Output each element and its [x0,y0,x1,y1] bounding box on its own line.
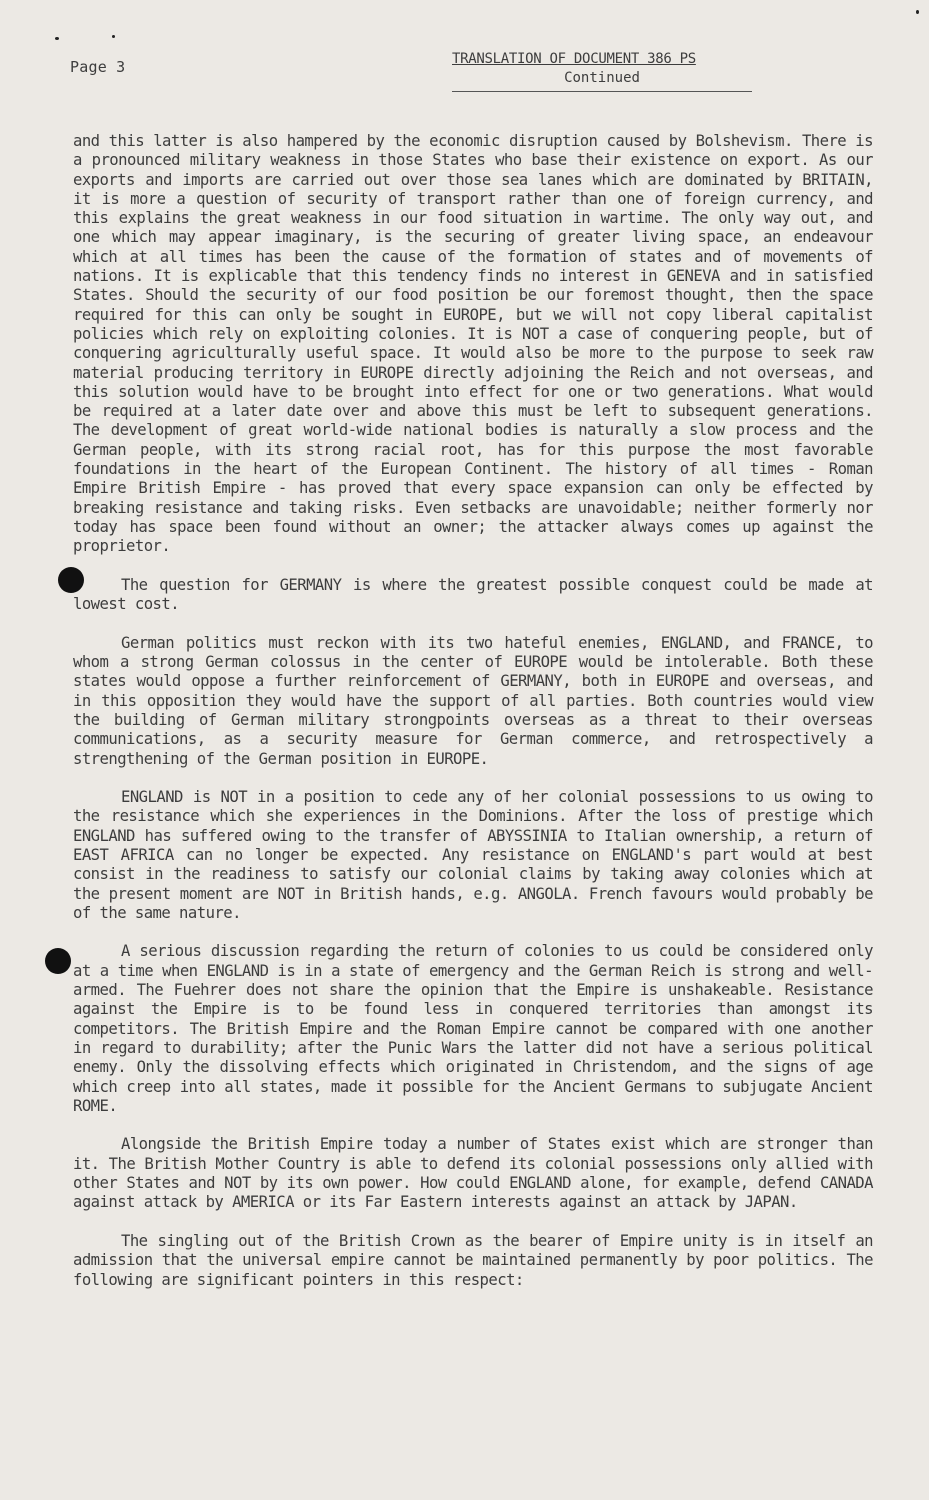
ink-speck [55,37,59,40]
document-subtitle: Continued [452,69,752,92]
body-paragraph: Alongside the British Empire today a number of States exist which are stronger than it. The British Mother Country is able to defend its colonial possessions only allied with other States and NOT by its own power. How could ENGLAND alone, for example, defend CANADA against attack by AMERICA or its Far Eastern interests against an attack by JAPAN. [73,1135,873,1212]
page-number: Page 3 [70,58,126,76]
body-paragraph: and this latter is also hampered by the economic disruption caused by Bolshevism. There is a pronounced military weakness in those States who base their existence on export. As our exports and imports are carried out over those sea lanes which are dominated by BRITAIN, it is more a question of security of transport rather than one of foreign currency, and this explains the great weakness in our food situation in wartime. The only way out, and one which may appear imaginary, is the securing of greater living space, an endeavour which at all times has been the cause of the formation of states and of movements of nations. It is explicable that this tendency finds no interest in GENEVA and in satisfied States. Should the security of our food position be our foremost thought, then the space required for this can only be sought in EUROPE, but we will not copy liberal capitalist policies which rely on exploiting colonies. It is NOT a case of conquering people, but of conquering agriculturally useful space. It would also be more to the purpose to seek raw material producing territory in EUROPE directly adjoining the Reich and not overseas, and this solution would have to be brought into effect for one or two generations. What would be required at a later date over and above this must be left to subsequent generations. The development of great world-wide national bodies is naturally a slow process and the German people, with its strong racial root, has for this purpose the most favorable foundations in the heart of the European Continent. The history of all times - Roman Empire British Empire - has proved that every space expansion can only be effected by breaking resistance and taking risks. Even setbacks are unavoidable; neither formerly nor today has space been found without an owner; the attacker always comes up against the proprietor. [73,132,873,556]
document-body [73,132,873,1290]
ink-speck [112,35,115,38]
ink-speck [916,10,919,14]
body-paragraph: A serious discussion regarding the return of colonies to us could be considered only at a time when ENGLAND is in a state of emergency and the German Reich is strong and well-armed. The Fuehrer does not share the opinion that the Empire is unshakeable. Resistance against the Empire is to be found less in conquered territories than amongst its competitors. The British Empire and the Roman Empire cannot be compared with one another in regard to durability; after the Punic Wars the latter did not have a serious political enemy. Only the dissolving effects which originated in Christendom, and the signs of age which creep into all states, made it possible for the Ancient Germans to subjugate Ancient ROME. [73,942,873,1115]
body-paragraph: The singling out of the British Crown as the bearer of Empire unity is in itself an admission that the universal empire cannot be maintained permanently by poor politics. The following are significant pointers in this respect: [73,1231,873,1289]
body-paragraph: German politics must reckon with its two hateful enemies, ENGLAND, and FRANCE, to whom a strong German colossus in the center of EUROPE would be intolerable. Both these states would oppose a further reinforcement of GERMANY, both in EUROPE and overseas, and in this opposition they would have the support of all parties. Both countries would view the building of German military strongpoints overseas as a threat to their overseas communications, as a security measure for German commerce, and retrospectively a strengthening of the German position in EUROPE. [73,633,873,768]
body-paragraph: The question for GERMANY is where the greatest possible conquest could be made at lowest cost. [73,575,873,614]
document-title: TRANSLATION OF DOCUMENT 386 PS [452,51,696,67]
punch-hole [45,948,71,974]
punch-hole [58,567,84,593]
document-header [452,50,752,92]
body-paragraph: ENGLAND is NOT in a position to cede any of her colonial possessions to us owing to the resistance which she experiences in the Dominions. After the loss of prestige which ENGLAND has suffered owing to the transfer of ABYSSINIA to Italian ownership, a return of EAST AFRICA can no longer be expected. Any resistance on ENGLAND's part would at best consist in the readiness to satisfy our colonial claims by taking away colonies which at the present moment are NOT in British hands, e.g. ANGOLA. French favours would probably be of the same nature. [73,788,873,922]
